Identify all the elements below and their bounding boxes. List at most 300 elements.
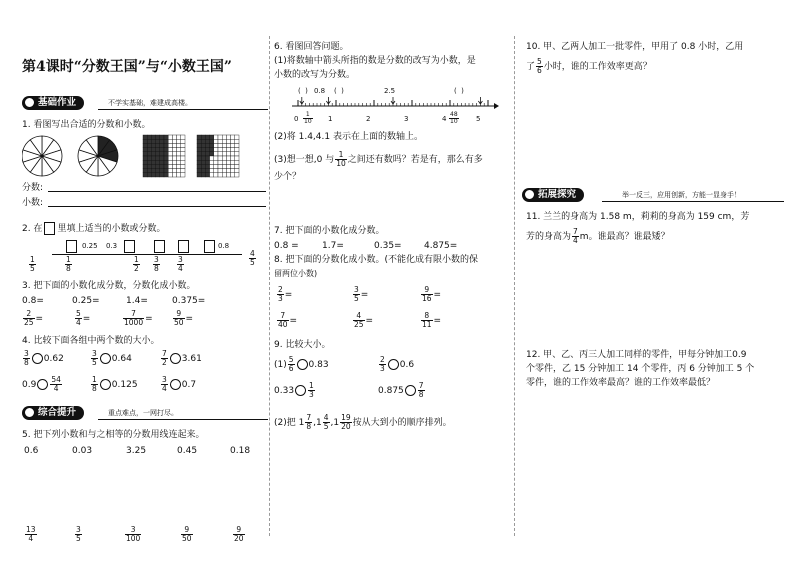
mascot-icon	[24, 97, 35, 108]
grid-cell	[231, 156, 235, 160]
grid-cell	[197, 139, 201, 143]
grid-cell	[172, 139, 176, 143]
axis-paren: ( )	[334, 87, 344, 95]
grid-cell	[147, 143, 151, 147]
grid-cell	[147, 160, 151, 164]
grid-cell	[168, 156, 172, 160]
axis-paren: ( )	[298, 87, 308, 95]
grid-cell	[177, 164, 181, 168]
grid-cell	[218, 173, 222, 177]
grid-cell	[214, 156, 218, 160]
grid-cell	[201, 143, 205, 147]
grid-cell	[226, 169, 230, 173]
grid-cell	[231, 135, 235, 139]
q1-decimal-label: 小数:	[22, 198, 44, 208]
q3-decimal: 1.4=	[126, 296, 148, 306]
grid-cell	[226, 135, 230, 139]
grid-cell	[218, 156, 222, 160]
grid-cell	[214, 143, 218, 147]
q2-frac: $\frac{1}{8}$	[66, 255, 71, 273]
banner-pill	[22, 406, 84, 420]
grid-cell	[164, 148, 168, 152]
grid-cell	[197, 156, 201, 160]
grid-cell	[205, 143, 209, 147]
q6-sub2: (2)将 1.4,4.1 表示在上面的数轴上。	[274, 132, 423, 142]
q12-text3: 零件，谁的工作效率最高？谁的工作效率最低？	[526, 378, 716, 388]
grid-cell	[151, 169, 155, 173]
grid-cell	[231, 143, 235, 147]
banner-rule	[98, 109, 268, 110]
q9-compare: 0.33 $\frac{1}{3}$	[274, 381, 314, 399]
grid-cell	[160, 173, 164, 177]
grid-cell	[151, 156, 155, 160]
q2-text-b: 里填上适当的小数或分数。	[57, 224, 166, 234]
grid-cell	[226, 143, 230, 147]
banner-rule	[98, 419, 268, 420]
grid-cell	[168, 164, 172, 168]
q8-text2: 留两位小数)	[274, 269, 318, 278]
q9-text: 9. 比较大小。	[274, 340, 331, 350]
grid-cell	[181, 139, 185, 143]
grid-cell	[222, 173, 226, 177]
grid-cell	[164, 160, 168, 164]
grid-cell	[143, 135, 147, 139]
banner-label: 拓展探究	[538, 189, 577, 200]
grid-cell	[218, 160, 222, 164]
q9-compare: $\frac{2}{3}$ 0.6	[380, 355, 415, 373]
grid-cell	[143, 160, 147, 164]
grid-cell	[197, 143, 201, 147]
grid-cell	[235, 173, 239, 177]
banner-label: 基础作业	[38, 97, 77, 108]
fraction-grid	[143, 135, 185, 177]
banner-improve	[22, 406, 268, 420]
grid-cell	[222, 164, 226, 168]
answer-box[interactable]	[124, 240, 135, 253]
grid-cell	[156, 173, 160, 177]
grid-cell	[164, 164, 168, 168]
q8-frac: $\frac{4}{25}$ =	[354, 311, 374, 329]
banner-slogan: 重点难点，一网打尽。	[108, 409, 178, 417]
grid-cell	[177, 152, 181, 156]
grid-cell	[205, 135, 209, 139]
grid-cell	[147, 148, 151, 152]
grid-cell	[201, 135, 205, 139]
q5-fraction: $\frac{3}{5}$	[76, 525, 81, 543]
grid-cell	[222, 152, 226, 156]
grid-cell	[201, 169, 205, 173]
grid-cell	[168, 135, 172, 139]
grid-cell	[156, 148, 160, 152]
grid-cell	[210, 143, 214, 147]
grid-cell	[222, 160, 226, 164]
grid-cell	[222, 169, 226, 173]
q3-fraction: $\frac{2}{25}$ =	[24, 309, 44, 327]
grid-cell	[214, 152, 218, 156]
grid-cell	[147, 139, 151, 143]
grid-cell	[160, 135, 164, 139]
grid-cell	[214, 160, 218, 164]
q5-fraction: $\frac{9}{50}$	[182, 525, 192, 543]
answer-box[interactable]	[178, 240, 189, 253]
grid-cell	[231, 169, 235, 173]
axis-label: 4	[442, 115, 447, 123]
grid-cell	[168, 160, 172, 164]
grid-cell	[210, 156, 214, 160]
axis-label: 0	[294, 115, 299, 123]
q6-text: 6. 看图回答问题。	[274, 42, 349, 52]
q5-fraction: $\frac{13}{4}$	[26, 525, 36, 543]
q2-number-line	[26, 238, 266, 278]
q9-compare: (1) $\frac{5}{6}$ 0.83	[274, 355, 329, 373]
mascot-icon	[24, 407, 35, 418]
axis-label: 5	[476, 115, 481, 123]
grid-cell	[214, 139, 218, 143]
grid-cell	[160, 152, 164, 156]
grid-cell	[156, 160, 160, 164]
grid-cell	[210, 139, 214, 143]
grid-cell	[181, 156, 185, 160]
grid-cell	[231, 164, 235, 168]
grid-cell	[235, 160, 239, 164]
grid-cell	[151, 164, 155, 168]
grid-cell	[235, 164, 239, 168]
grid-cell	[181, 143, 185, 147]
grid-cell	[226, 148, 230, 152]
q8-frac: $\frac{2}{3}$ =	[278, 285, 293, 303]
q7-item: 1.7=	[322, 241, 344, 251]
left-column	[22, 36, 268, 543]
grid-cell	[226, 164, 230, 168]
fraction-circle	[22, 136, 62, 176]
grid-cell	[177, 135, 181, 139]
grid-cell	[210, 169, 214, 173]
grid-cell	[205, 164, 209, 168]
grid-cell	[156, 143, 160, 147]
axis-label: 0.8	[314, 87, 326, 95]
q1-pictures	[22, 134, 268, 180]
page-title: 第4课时“分数王国”与“小数王国”	[22, 59, 232, 75]
answer-box[interactable]	[154, 240, 165, 253]
q3-decimal: 0.25=	[72, 296, 100, 306]
grid-cell	[172, 143, 176, 147]
q2-frac: $\frac{3}{8}$	[154, 255, 159, 273]
grid-cell	[151, 160, 155, 164]
grid-cell	[151, 148, 155, 152]
grid-cell	[201, 156, 205, 160]
q5-text: 5. 把下列小数和与之相等的分数用线连起来。	[22, 430, 205, 440]
axis-frac: $\frac{1}{10}$	[304, 111, 312, 125]
banner-rule	[602, 201, 784, 202]
grid-cell	[218, 169, 222, 173]
grid-cell	[168, 148, 172, 152]
grid-cell	[181, 164, 185, 168]
grid-cell	[231, 148, 235, 152]
q7-item: 0.35=	[374, 241, 402, 251]
grid-cell	[160, 160, 164, 164]
grid-cell	[214, 135, 218, 139]
grid-cell	[177, 173, 181, 177]
grid-cell	[201, 164, 205, 168]
q6-sub1a: (1)将数轴中箭头所指的数是分数的改写为小数，是	[274, 56, 476, 66]
grid-cell	[197, 148, 201, 152]
column-divider	[269, 36, 270, 536]
grid-cell	[168, 139, 172, 143]
q7-item: 4.875=	[424, 241, 458, 251]
grid-cell	[147, 169, 151, 173]
q2-frac: $\frac{3}{4}$	[178, 255, 183, 273]
grid-cell	[172, 169, 176, 173]
q8-frac: $\frac{7}{40}$ =	[278, 311, 298, 329]
q11-text2: 芳的身高为 $\frac{7}{4}$ m。谁最高？谁最矮？	[526, 227, 670, 245]
grid-cell	[218, 139, 222, 143]
axis-label: 2	[366, 115, 371, 123]
grid-cell	[205, 156, 209, 160]
grid-cell	[222, 139, 226, 143]
grid-cell	[210, 148, 214, 152]
column-divider	[514, 36, 515, 536]
q3-text: 3. 把下面的小数化成分数，分数化成小数。	[22, 281, 196, 291]
q2-label: 0.3	[106, 242, 118, 250]
q6-number-line	[288, 86, 500, 128]
grid-cell	[172, 148, 176, 152]
q2-text-a: 2. 在	[22, 224, 43, 234]
right-column	[522, 36, 784, 536]
q5-decimal: 0.6	[24, 446, 39, 456]
grid-cell	[177, 160, 181, 164]
grid-cell	[164, 143, 168, 147]
q3-fraction: $\frac{7}{1000}$ =	[124, 309, 153, 327]
grid-cell	[218, 135, 222, 139]
q4-text: 4. 比较下面各组中两个数的大小。	[22, 336, 160, 346]
grid-cell	[143, 169, 147, 173]
q8-frac: $\frac{9}{16}$ =	[422, 285, 442, 303]
grid-cell	[156, 156, 160, 160]
grid-cell	[197, 160, 201, 164]
banner-pill	[22, 96, 84, 110]
grid-cell	[197, 173, 201, 177]
q6-sub3: (3)想一想,0 与 $\frac{1}{10}$ 之间还有数吗？若是有，那么有多	[274, 150, 483, 168]
q5-fraction: $\frac{3}{100}$	[126, 525, 141, 543]
grid-cell	[231, 173, 235, 177]
fraction-grid	[197, 135, 239, 177]
grid-cell	[222, 143, 226, 147]
grid-cell	[160, 143, 164, 147]
grid-cell	[181, 160, 185, 164]
answer-box[interactable]	[204, 240, 215, 253]
grid-cell	[147, 152, 151, 156]
axis-paren: ( )	[454, 87, 464, 95]
grid-cell	[197, 135, 201, 139]
grid-cell	[143, 173, 147, 177]
grid-cell	[197, 164, 201, 168]
grid-cell	[172, 152, 176, 156]
blank-box	[44, 222, 55, 235]
q3-fraction: $\frac{9}{50}$ =	[174, 309, 194, 327]
grid-cell	[156, 164, 160, 168]
grid-cell	[177, 156, 181, 160]
grid-cell	[177, 148, 181, 152]
q11-text: 11. 兰兰的身高为 1.58 m，莉莉的身高为 159 cm，芳	[526, 212, 750, 222]
grid-cell	[181, 152, 185, 156]
grid-cell	[172, 173, 176, 177]
grid-cell	[235, 152, 239, 156]
grid-cell	[210, 135, 214, 139]
grid-cell	[143, 139, 147, 143]
grid-cell	[143, 143, 147, 147]
grid-cell	[164, 173, 168, 177]
grid-cell	[151, 152, 155, 156]
q12-text2: 个零件，乙 15 分钟加工 14 个零件，丙 6 分钟加工 5 个	[526, 364, 755, 374]
q8-text: 8. 把下面的分数化成小数。(不能化成有限小数的保	[274, 255, 478, 265]
grid-cell	[231, 139, 235, 143]
q12-text: 12. 甲、乙、丙三人加工同样的零件，甲每分钟加工0.9	[526, 350, 747, 360]
grid-cell	[177, 143, 181, 147]
grid-cell	[168, 173, 172, 177]
banner-label: 综合提升	[38, 407, 77, 418]
q5-decimal: 3.25	[126, 446, 147, 456]
grid-cell	[164, 152, 168, 156]
grid-cell	[164, 135, 168, 139]
grid-cell	[172, 135, 176, 139]
banner-slogan: 不学实基础，难建成高楼。	[108, 99, 192, 107]
fraction-circle	[78, 136, 118, 176]
grid-cell	[181, 173, 185, 177]
grid-cell	[156, 169, 160, 173]
banner-basic	[22, 96, 268, 110]
grid-cell	[143, 148, 147, 152]
q4-compare: $\frac{1}{8}$ 0.125	[92, 375, 138, 393]
grid-cell	[214, 164, 218, 168]
q3-fraction: $\frac{5}{4}$ =	[76, 309, 91, 327]
answer-box[interactable]	[66, 240, 77, 253]
grid-cell	[231, 152, 235, 156]
grid-cell	[205, 169, 209, 173]
grid-cell	[210, 160, 214, 164]
banner-extend	[522, 188, 784, 202]
q4-compare: $\frac{3}{4}$ 0.7	[162, 375, 197, 393]
q4-compare: $\frac{3}{8}$ 0.62	[24, 349, 64, 367]
grid-cell	[156, 152, 160, 156]
mascot-icon	[524, 189, 535, 200]
grid-cell	[201, 152, 205, 156]
grid-cell	[151, 143, 155, 147]
grid-cell	[205, 148, 209, 152]
q6-sub3c: 少个？	[274, 172, 302, 182]
grid-cell	[164, 169, 168, 173]
q1-fraction-label: 分数:	[22, 183, 44, 193]
grid-cell	[197, 152, 201, 156]
q10-text: 10. 甲、乙两人加工一批零件，甲用了 0.8 小时，乙用	[526, 42, 744, 52]
banner-pill	[522, 188, 584, 202]
q3-decimal: 0.375=	[172, 296, 206, 306]
grid-cell	[226, 173, 230, 177]
q2-frac-right: $\frac{4}{5}$	[250, 249, 255, 267]
q9-sub2: (2)把 1 $\frac{7}{8}$ ,1 $\frac{4}{5}$ ,1 $\frac{19}{20}$ 按从大到小的顺序排列。	[274, 413, 452, 431]
grid-cell	[235, 169, 239, 173]
grid-cell	[201, 160, 205, 164]
grid-cell	[231, 160, 235, 164]
grid-cell	[168, 152, 172, 156]
grid-cell	[177, 169, 181, 173]
grid-cell	[164, 156, 168, 160]
q3-decimal: 0.8=	[22, 296, 44, 306]
grid-cell	[143, 152, 147, 156]
grid-cell	[147, 135, 151, 139]
grid-cell	[151, 139, 155, 143]
grid-cell	[214, 148, 218, 152]
grid-cell	[226, 139, 230, 143]
grid-cell	[226, 156, 230, 160]
q5-decimal: 0.03	[72, 446, 93, 456]
grid-cell	[172, 156, 176, 160]
q2-frac-left: $\frac{1}{5}$	[30, 255, 35, 273]
answer-line[interactable]	[48, 206, 266, 207]
grid-cell	[205, 139, 209, 143]
q2-text	[22, 222, 165, 235]
axis-label: 2.5	[384, 87, 396, 95]
grid-cell	[160, 164, 164, 168]
grid-cell	[226, 152, 230, 156]
q7-text: 7. 把下面的小数化成分数。	[274, 226, 385, 236]
grid-cell	[160, 169, 164, 173]
grid-cell	[235, 143, 239, 147]
grid-cell	[222, 156, 226, 160]
q8-frac: $\frac{3}{5}$ =	[354, 285, 369, 303]
banner-slogan: 举一反三，应用创新，方能一显身手！	[622, 191, 741, 199]
grid-cell	[205, 173, 209, 177]
q2-label: 0.25	[82, 242, 98, 250]
grid-cell	[218, 143, 222, 147]
grid-cell	[218, 164, 222, 168]
axis-label: 3	[404, 115, 409, 123]
grid-cell	[156, 139, 160, 143]
grid-cell	[177, 139, 181, 143]
grid-cell	[210, 173, 214, 177]
grid-cell	[222, 135, 226, 139]
grid-cell	[235, 148, 239, 152]
axis-pointer	[391, 97, 395, 104]
grid-cell	[205, 160, 209, 164]
q5-decimal: 0.18	[230, 446, 251, 456]
axis-pointer	[326, 97, 330, 104]
axis-label: 1	[328, 115, 333, 123]
grid-cell	[181, 148, 185, 152]
grid-cell	[235, 139, 239, 143]
grid-cell	[181, 135, 185, 139]
grid-cell	[235, 135, 239, 139]
grid-cell	[205, 152, 209, 156]
axis-line	[52, 254, 242, 255]
grid-cell	[235, 156, 239, 160]
q2-label: 0.8	[218, 242, 230, 250]
q2-frac: $\frac{1}{2}$	[134, 255, 139, 273]
grid-cell	[214, 173, 218, 177]
axis-pointer	[300, 97, 304, 104]
q6-sub1b: 小数的改写为分数。	[274, 70, 356, 80]
grid-cell	[172, 160, 176, 164]
q7-item: 0.8 =	[274, 241, 299, 251]
grid-cell	[168, 143, 172, 147]
axis-frac: $\frac{48}{10}$	[450, 111, 458, 125]
grid-cell	[160, 156, 164, 160]
grid-cell	[151, 135, 155, 139]
grid-cell	[172, 164, 176, 168]
answer-line[interactable]	[48, 191, 266, 192]
grid-cell	[210, 164, 214, 168]
grid-cell	[201, 148, 205, 152]
grid-cell	[143, 164, 147, 168]
